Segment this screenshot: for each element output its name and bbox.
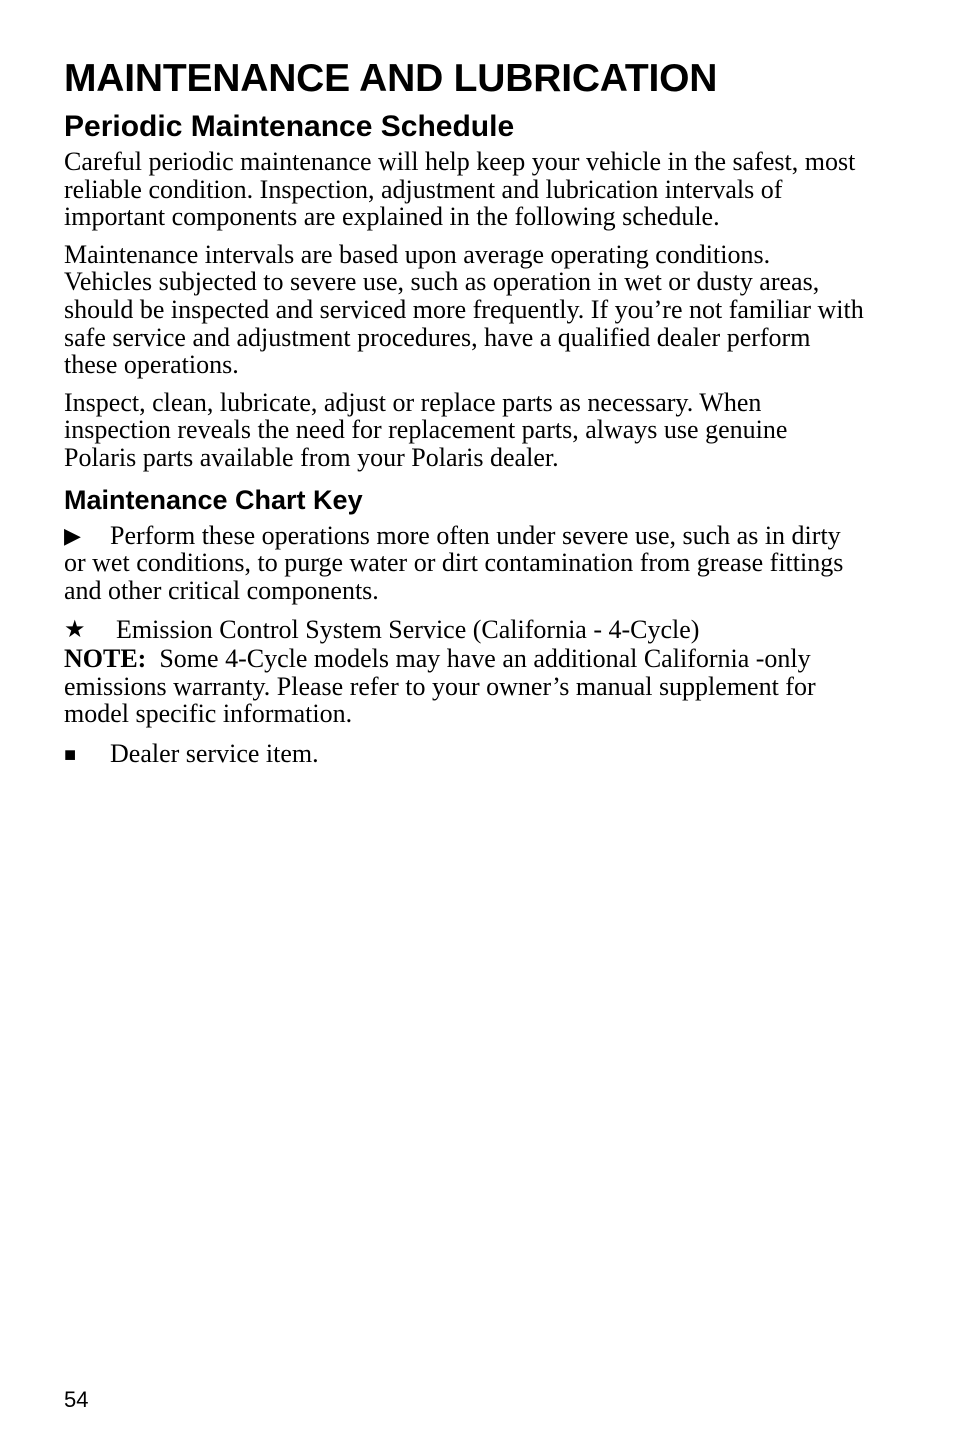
triangle-icon: ▶ <box>64 522 81 548</box>
page-number: 54 <box>64 1387 89 1412</box>
key-item-severe-use <box>64 522 864 605</box>
key-item-text: Emission Control System Service (California - 4-Cycle) <box>116 615 700 645</box>
key-item-emission <box>64 616 864 727</box>
section-heading: Periodic Maintenance Schedule <box>64 110 515 143</box>
key-item-text: Perform these operations more often under severe use, such as in dirty or wet conditions, to purge water or dirt contamination from grease fittings and other critical components. <box>64 520 844 605</box>
note-text: Some 4-Cycle models may have an additional California -only emissions warranty. Please refer to your owner’s manual supplement for model specific information. <box>64 643 816 729</box>
intervals-paragraph: Maintenance intervals are based upon average operating conditions. Vehicles subjected to severe use, such as operation in wet or dusty areas, should be inspected and serviced more frequently. If you’re not familiar with safe service and adjustment procedures, have a qualified dealer perform these operations. <box>64 239 864 380</box>
page-content <box>64 56 864 781</box>
page-title: MAINTENANCE AND LUBRICATION <box>64 57 718 100</box>
key-item-text: Dealer service item. <box>110 738 319 768</box>
note-label: NOTE: <box>64 643 147 673</box>
key-item-dealer <box>64 740 864 770</box>
square-icon: ■ <box>64 743 77 766</box>
intro-paragraph: Careful periodic maintenance will help keep your vehicle in the safest, most reliable condition. Inspection, adjustment and lubrication intervals of important components are explained in the following schedule. <box>64 147 856 232</box>
star-icon: ★ <box>64 617 86 644</box>
inspection-paragraph: Inspect, clean, lubricate, adjust or replace parts as necessary. When inspection reveals the need for replacement parts, always use genuine Polaris parts available from your Polaris dealer. <box>64 387 788 472</box>
key-heading: Maintenance Chart Key <box>64 484 363 515</box>
